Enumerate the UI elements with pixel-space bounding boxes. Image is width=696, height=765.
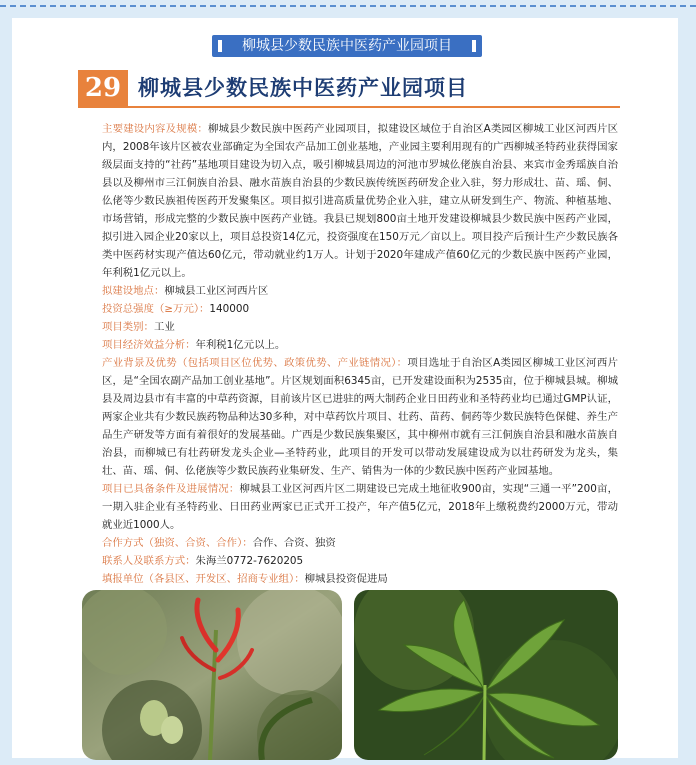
project-number: 29 (78, 70, 128, 106)
benefit-value: 年利税1亿元以上。 (195, 339, 286, 351)
unit-row (82, 570, 618, 588)
project-title: 柳城县少数民族中医药产业园项目 (138, 75, 468, 100)
header-banner: 柳城县少数民族中医药产业园项目 (212, 35, 482, 57)
top-dashed-line (0, 5, 696, 7)
photo-red-flower-plant (82, 590, 342, 760)
cooperation-label: 合作方式（独资、合资、合作）： (102, 537, 253, 549)
category-row (82, 318, 618, 336)
intensity-value: 140000 (209, 303, 250, 315)
background-text: 项目选址于自治区A类园区柳城工业区河西片区，是“全国农副产品加工创业基地”。片区规划面积6345亩，已开发建设面积为2535亩，位于柳城县城。柳城县及周边县市有丰富的中草药资源，目前该片区已进驻的两大制药企业日田药业和圣特药业均已通过GMP认证，两家企业共有少数民族药物品种达30多种，对中草药饮片项目、壮药、苗药、侗药等少数民族特色保健、养生产品生产研发等方面有着很好的发展基础。广西是少数民族集聚区，其中柳州市就有三江侗族自治县和融水苗族自治县，而柳城已有壮药研发龙头企业—圣特药业，此项目的开发可以带动发展建设成为以壮药研发为龙头，集壮、苗、瑶、侗、仫佬族等少数民族药业集研发、生产、销售为一体的少数民族中医药产业园基地。 (102, 357, 618, 477)
background-label: 产业背景及优势（包括项目区位优势、政策优势、产业链情况）： (102, 357, 408, 369)
intensity-label: 投资总强度（≥万元）： (102, 303, 210, 315)
location-value: 柳城县工业区河西片区 (164, 285, 269, 297)
project-details (82, 120, 618, 588)
photo-green-herb-plant (354, 590, 618, 760)
background-paragraph (82, 354, 618, 480)
cooperation-row (82, 534, 618, 552)
cooperation-value: 合作、合资、独资 (252, 537, 336, 549)
location-label: 拟建设地点： (102, 285, 165, 297)
unit-value: 柳城县投资促进局 (304, 573, 388, 585)
unit-label: 填报单位（各县区、开发区、招商专业组）： (102, 573, 305, 585)
location-row (82, 282, 618, 300)
title-underline (78, 106, 620, 108)
progress-text: 柳城县工业区河西片区二期建设已完成土地征收900亩，实现“三通一平”200亩，一期入驻企业有圣特药业、日田药业两家已正式开工投产，年产值5亿元，2018年上缴税费约2000万元，带动就业近1000人。 (102, 483, 618, 531)
progress-label: 项目已具备条件及进展情况： (102, 483, 240, 495)
contact-row (82, 552, 618, 570)
project-title-bar (78, 70, 620, 106)
benefit-label: 项目经济效益分析： (102, 339, 196, 351)
category-value: 工业 (153, 321, 175, 333)
contact-value: 朱海兰0772-7620205 (195, 555, 304, 567)
intensity-row (82, 300, 618, 318)
construction-label: 主要建设内容及规模： (102, 123, 209, 135)
benefit-row (82, 336, 618, 354)
contact-label: 联系人及联系方式： (102, 555, 196, 567)
construction-text: 柳城县少数民族中医药产业园项目，拟建设区域位于自治区A类园区柳城工业区河西片区内，2008年该片区被农业部确定为全国农产品加工创业基地，产业园主要利用现有的广西柳城圣特药业获得国家级层面支持的“社药”基地项目建设为切入点，吸引柳城县周边的河池市罗城仫佬族自治县、来宾市金秀瑶族自治县以及柳州市三江侗族自治县、融水苗族自治县的少数民族传统医药研发企业入驻，努力形成壮、苗、瑶、侗、仫佬等少数民族祖传医药开发聚集区。项目拟引进高质量优势企业入驻，建立从研发到生产、物流、种植基地、市场营销，形成完整的少数民族中医药产业链。我县已规划800亩土地开发建设柳城县少数民族中医药产业园，拟引进入园企业20家以上，项目总投资14亿元，投资强度在150万元／亩以上。项目投产后预计生产少数民族各类中医药材实现产值达60亿元，带动就业约1万人。计划于2020年建成产值60亿元的少数民族中医药产业园，年利税1亿元以上。 (102, 123, 619, 279)
category-label: 项目类别： (102, 321, 154, 333)
construction-paragraph (82, 120, 618, 282)
progress-paragraph (82, 480, 618, 534)
